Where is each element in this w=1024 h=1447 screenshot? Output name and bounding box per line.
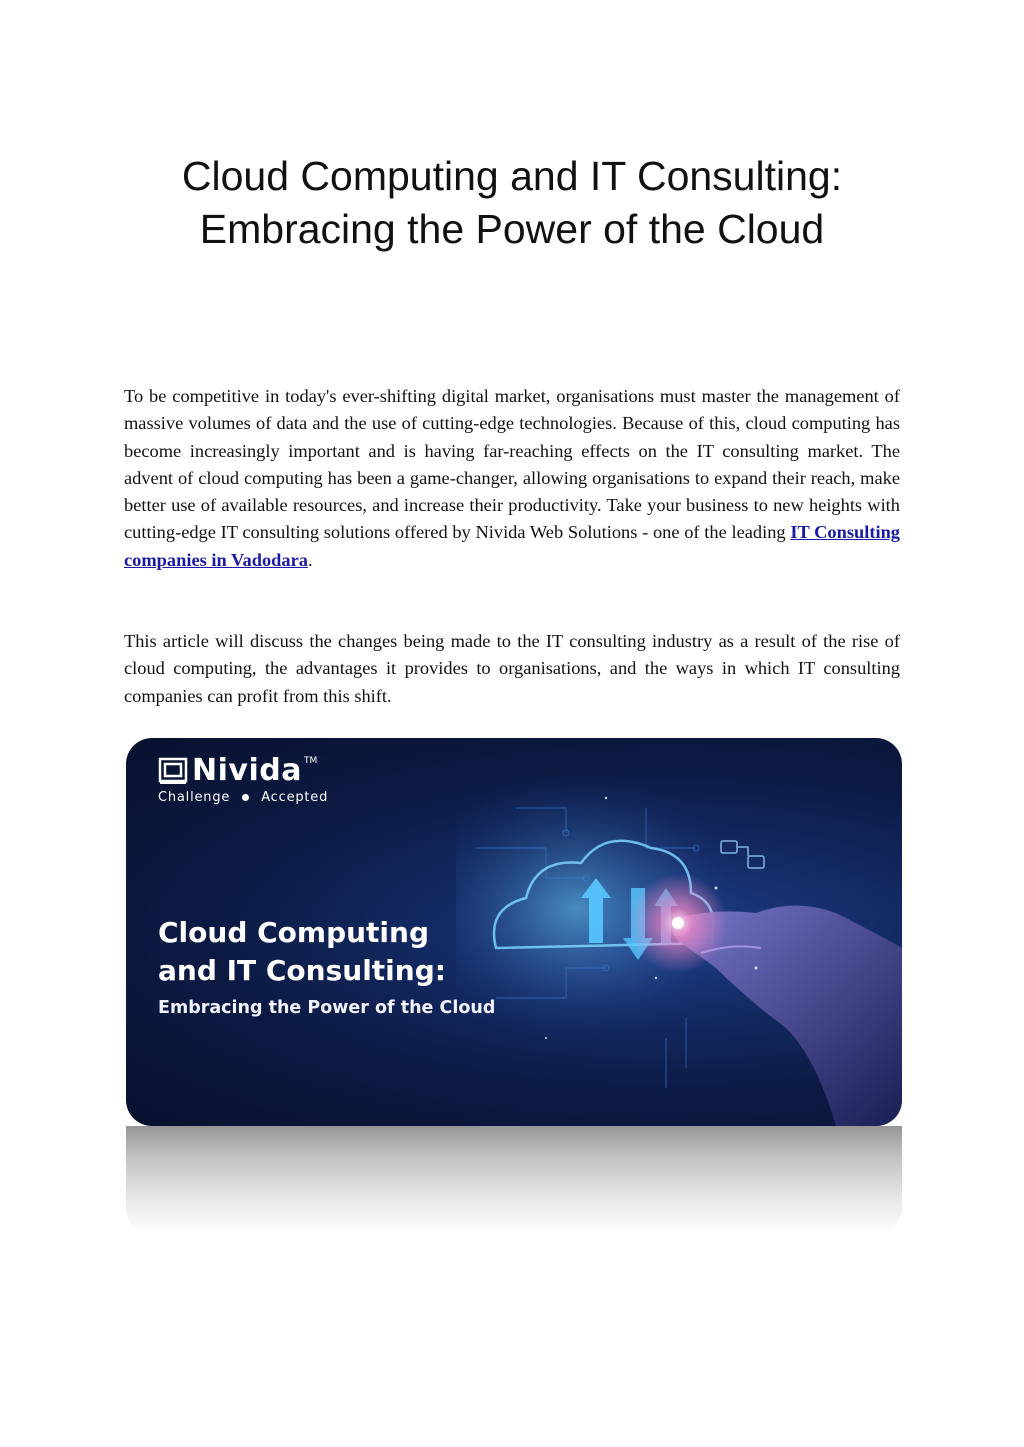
paragraph-article-scope: This article will discuss the changes being made to the IT consulting industry as a result of the rise of cloud computing, the advantages it provides to organisations, and the ways in which IT consulting companies can profit from this shift. [124, 631, 900, 706]
banner-subheading: Embracing the Power of the Cloud [158, 998, 496, 1018]
trademark-symbol: TM [303, 756, 318, 766]
banner-heading [158, 914, 495, 1018]
banner-background [126, 738, 902, 1126]
it-consulting-link[interactable]: IT Consulting companies in Vadodara [124, 522, 900, 570]
nivida-logo-icon [158, 755, 188, 785]
paragraph-intro [124, 383, 900, 574]
nivida-logo [158, 752, 328, 805]
logo-wordmark: Nivida [192, 752, 302, 788]
paragraph-intro-text: To be competitive in today's ever-shifting digital market, organisations must master the management of massive volumes of data and the use of cutting-edge technologies. Because of this, cloud computing has become increasingly important and is having far-reaching effects on the IT consulting market. The advent of cloud computing has been a game-changer, allowing organisations to expand their reach, make better use of available resources, and increase their productivity. Take your business to new heights with cutting-edge IT consulting solutions offered by Nivida Web Solutions - one of the leading [124, 386, 900, 543]
banner-image [126, 738, 902, 1126]
cloud-hand-illustration [456, 738, 902, 1126]
banner-heading-line-2: and IT Consulting: [158, 954, 446, 987]
banner-heading-line-1: Cloud Computing [158, 916, 430, 949]
title-line-1: Cloud Computing and IT Consulting: [181, 153, 843, 199]
tagline-dot-icon [242, 794, 249, 801]
logo-tagline [158, 790, 328, 805]
tagline-accepted: Accepted [261, 790, 329, 805]
title-line-2: Embracing the Power of the Cloud [199, 206, 825, 252]
page-title [0, 150, 1024, 256]
paragraph-intro-end: . [307, 549, 313, 570]
banner-reflection [126, 1126, 902, 1234]
tagline-challenge: Challenge [158, 790, 231, 805]
